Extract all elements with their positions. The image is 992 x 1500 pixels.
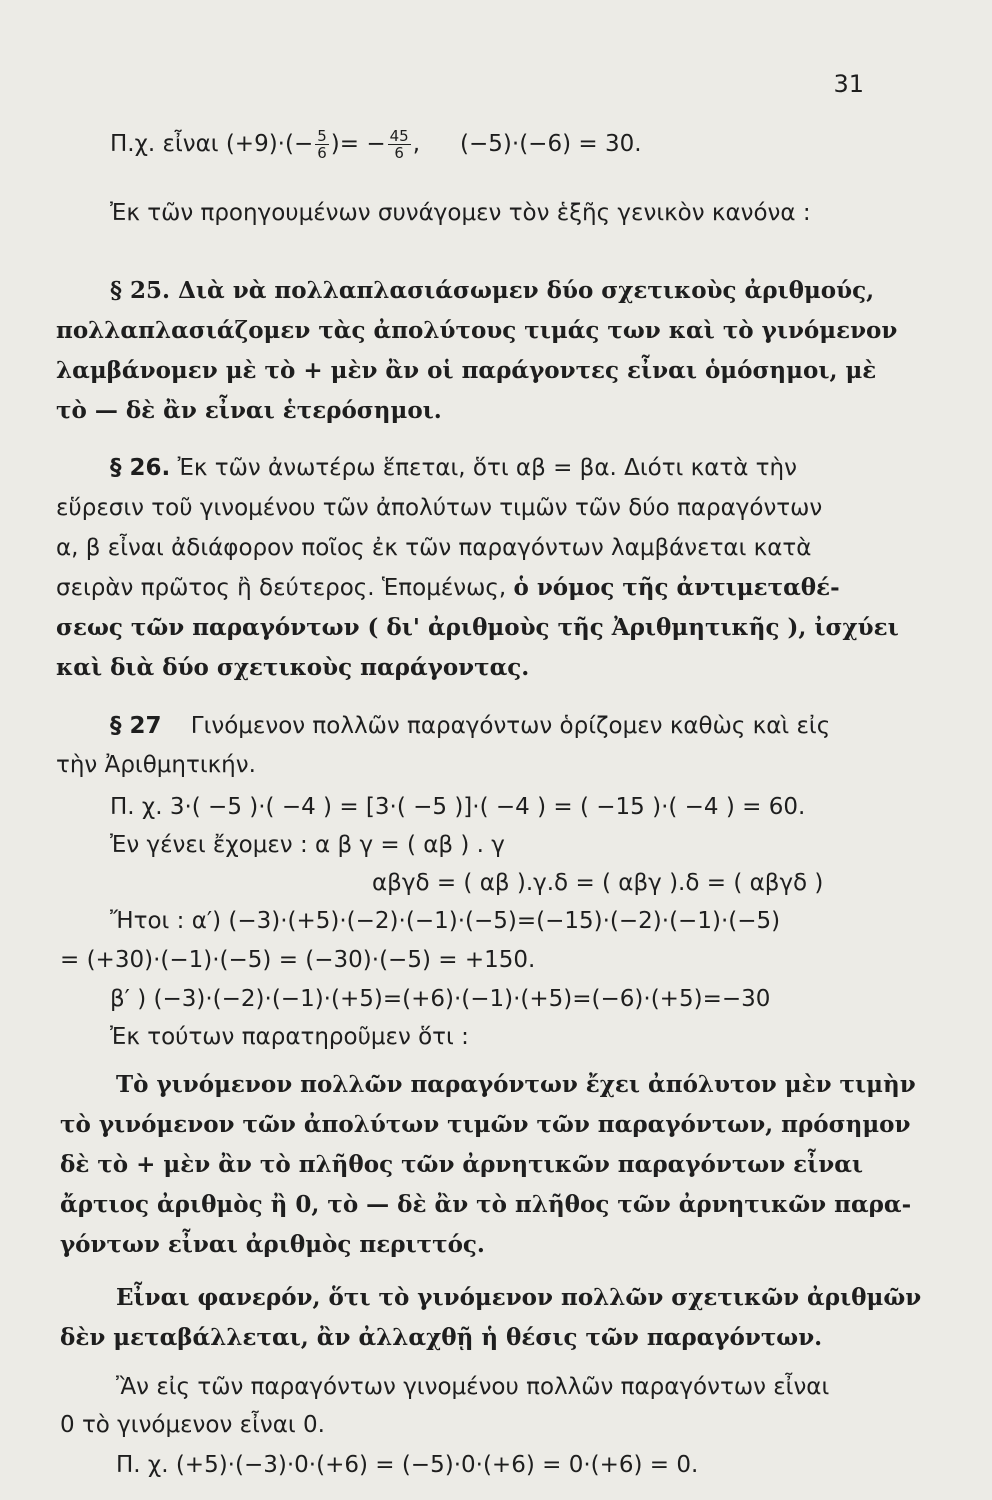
section-26-line-5: σεως τῶν παραγόντων ( δι' ἀριθμοὺς τῆς Ἀριθμητικῆς ), ἰσχύει [56, 614, 899, 641]
example-line-1 [110, 128, 642, 161]
section-25-text-1: Διὰ νὰ πολλαπλασιάσωμεν δύο σχετικοὺς ἀριθμούς, [178, 277, 875, 304]
example-text-d: (−5)·(−6) = 30. [460, 131, 642, 157]
section-25-line-4: τὸ — δὲ ἂν εἶναι ἑτερόσημοι. [56, 397, 442, 424]
section-27-number: § 27 [110, 713, 162, 739]
section-25-line-3: λαμβάνομεν μὲ τὸ + μὲν ἂν οἱ παράγοντες εἶναι ὁμόσημοι, μὲ [56, 357, 877, 384]
section-26-text-1: Ἐκ τῶν ἀνωτέρω ἕπεται, ὅτι αβ = βα. Διότι κατὰ τὴν [177, 455, 797, 481]
example-text-c: , [412, 131, 421, 157]
zero-line-1: Ἂν εἰς τῶν παραγόντων γινομένου πολλῶν παραγόντων εἶναι [116, 1374, 830, 1400]
example-text-b: )= − [330, 131, 386, 157]
rule-line-2: τὸ γινόμενον τῶν ἀπολύτων τιμῶν τῶν παραγόντων, πρόσημον [60, 1111, 911, 1138]
math-line-3: αβγδ = ( αβ ).γ.δ = ( αβγ ).δ = ( αβγδ ) [372, 870, 824, 896]
rule-line-5: γόντων εἶναι ἀριθμὸς περιττός. [60, 1231, 485, 1258]
example-text-a: Π.χ. εἶναι (+9)·(− [110, 131, 314, 157]
section-27-line-1 [110, 711, 830, 741]
section-26-text-4a: σειρὰν πρῶτος ἢ δεύτερος. Ἑπομένως, [56, 575, 507, 601]
section-26-line-6: καὶ διὰ δύο σχετικοὺς παράγοντας. [56, 654, 530, 681]
section-27-line-2: τὴν Ἀριθμητικήν. [56, 752, 256, 778]
math-line-2: Ἐν γένει ἔχομεν : α β γ = ( αβ ) . γ [110, 832, 505, 858]
rule-intro: Ἐκ τῶν προηγουμένων συνάγομεν τὸν ἑξῆς γενικὸν κανόνα : [110, 200, 811, 226]
math-line-6: β′ ) (−3)·(−2)·(−1)·(+5)=(+6)·(−1)·(+5)=(−6)·(+5)=−30 [110, 986, 771, 1012]
math-line-5: = (+30)·(−1)·(−5) = (−30)·(−5) = +150. [60, 947, 536, 973]
section-26-line-3: α, β εἶναι ἀδιάφορον ποῖος ἐκ τῶν παραγόντων λαμβάνεται κατὰ [56, 535, 812, 561]
rule-line-4: ἄρτιος ἀριθμὸς ἢ 0, τὸ — δὲ ἂν τὸ πλῆθος τῶν ἀρνητικῶν παρα- [60, 1191, 912, 1218]
zero-line-2: 0 τὸ γινόμενον εἶναι 0. [60, 1412, 325, 1438]
rule-line-3: δὲ τὸ + μὲν ἂν τὸ πλῆθος τῶν ἀρνητικῶν παραγόντων εἶναι [60, 1151, 864, 1178]
math-line-1: Π. χ. 3·( −5 )·( −4 ) = [3·( −5 )]·( −4 ) = ( −15 )·( −4 ) = 60. [110, 794, 806, 820]
section-26-line-1 [110, 453, 797, 483]
section-27-text-1: Γινόμενον πολλῶν παραγόντων ὁρίζομεν καθὼς καὶ εἰς [190, 713, 831, 739]
page-number: 31 [833, 70, 864, 98]
section-26-line-2: εὕρεσιν τοῦ γινομένου τῶν ἀπολύτων τιμῶν τῶν δύο παραγόντων [56, 495, 823, 521]
section-25-number: § 25. [110, 277, 171, 304]
section-25-line-1 [110, 276, 874, 306]
section-26-text-4b: ὁ νόμος τῆς ἀντιμεταθέ- [513, 574, 840, 601]
fraction-5-6: $\frac{5}{6}$ [317, 127, 327, 162]
section-26-number: § 26. [110, 455, 171, 481]
fraction-45-6: $\frac{45}{6}$ [389, 127, 409, 162]
math-line-4: Ἤτοι : α′) (−3)·(+5)·(−2)·(−1)·(−5)=(−15)·(−2)·(−1)·(−5) [110, 908, 781, 934]
section-26-line-4 [56, 573, 840, 603]
section-25-line-2: πολλαπλασιάζομεν τὰς ἀπολύτους τιμάς των καὶ τὸ γινόμενον [56, 317, 898, 344]
math-line-7: Ἐκ τούτων παρατηροῦμεν ὅτι : [110, 1024, 469, 1050]
remark-line-1: Εἶναι φανερόν, ὅτι τὸ γινόμενον πολλῶν σχετικῶν ἀριθμῶν [116, 1284, 922, 1311]
remark-line-2: δὲν μεταβάλλεται, ἂν ἀλλαχθῇ ἡ θέσις τῶν παραγόντων. [60, 1324, 823, 1351]
rule-line-1: Τὸ γινόμενον πολλῶν παραγόντων ἔχει ἀπόλυτον μὲν τιμὴν [116, 1071, 916, 1098]
zero-line-3: Π. χ. (+5)·(−3)·0·(+6) = (−5)·0·(+6) = 0·(+6) = 0. [116, 1452, 699, 1478]
